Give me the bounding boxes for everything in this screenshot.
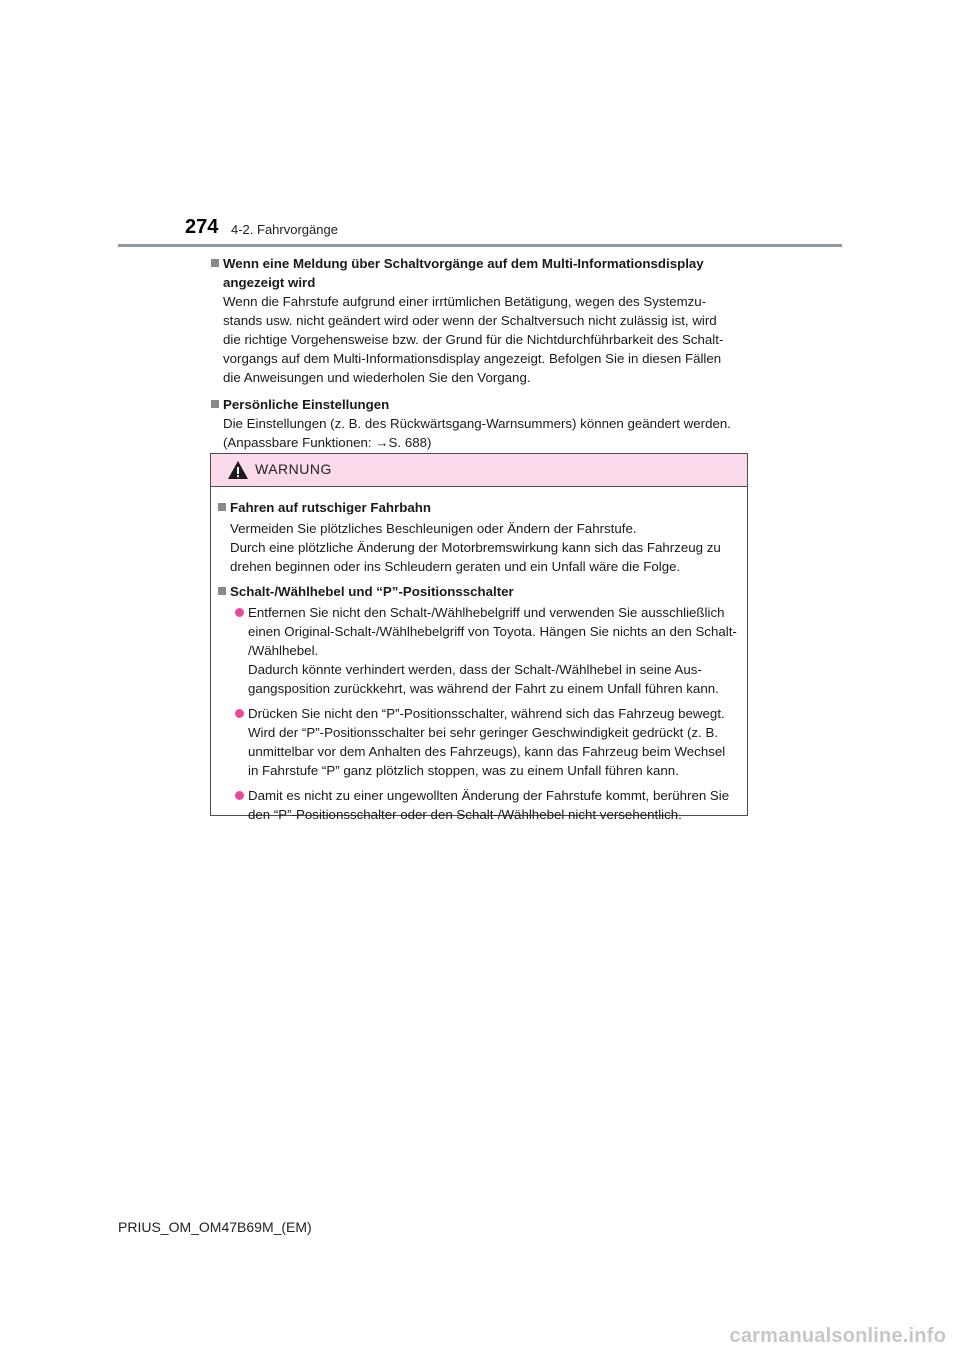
block-heading: Persönliche Einstellungen <box>211 395 749 414</box>
warning-section-heading: Schalt-/Wählhebel und “P”-Positionsschalter <box>218 582 741 601</box>
square-bullet-icon <box>211 259 219 267</box>
warning-bullet: Entfernen Sie nicht den Schalt-/Wählhebelgriff und verwenden Sie ausschließlich einen Original-Schalt-/Wählhebelgriff von Toyota. Hängen Sie nichts an den Schalt- /Wählhebel. Dadurch könnte verhindert werden, dass der Schalt-/Wählhebel in seine Aus- gangsposition zurückkehrt, was während der Fahrt zu einem Unfall führen kann. <box>218 603 741 698</box>
bullet-dot-icon <box>235 608 244 617</box>
warning-triangle-icon <box>227 460 249 480</box>
section-title: 4-2. Fahrvorgänge <box>231 222 338 237</box>
bullet-dot-icon <box>235 791 244 800</box>
page-number: 274 <box>185 216 219 238</box>
warning-section-heading: Fahren auf rutschiger Fahrbahn <box>218 498 741 517</box>
square-bullet-icon <box>218 587 226 595</box>
warning-section-text: Vermeiden Sie plötzliches Beschleunigen oder Ändern der Fahrstufe. Durch eine plötzliche Änderung der Motorbremswirkung kann sich das Fahrzeug zu drehen beginnen oder ins Schleudern geraten und ein Unfall wäre die Folge. <box>230 521 721 574</box>
info-block-personal-settings <box>211 395 749 452</box>
square-bullet-icon <box>218 503 226 511</box>
main-content <box>211 254 749 460</box>
bullet-dot-icon <box>235 709 244 718</box>
info-block-shift-message <box>211 254 749 387</box>
document-code: PRIUS_OM_OM47B69M_(EM) <box>118 1219 312 1235</box>
square-bullet-icon <box>211 400 219 408</box>
warning-box <box>210 453 748 822</box>
watermark[interactable]: carmanualsonline.info <box>729 1325 946 1347</box>
page-reference-link[interactable]: (Anpassbare Funktionen: →S. 688) <box>223 435 432 450</box>
warning-bullet: Damit es nicht zu einer ungewollten Änderung der Fahrstufe kommt, berühren Sie den “P”-Positionsschalter oder den Schalt-/Wählhebel nicht versehentlich. <box>218 786 741 824</box>
block-text: Wenn die Fahrstufe aufgrund einer irrtümlichen Betätigung, wegen des Systemzu- stands usw. nicht geändert wird oder wenn der Schaltversuch nicht zulässig ist, wird die richtige Vorgehensweise bzw. der Grund für die Nichtdurchführbarkeit des Schalt- vorgangs auf dem Multi-Informationsdisplay angezeigt. Befolgen Sie in diesen Fällen die Anweisungen und wiederholen Sie den Vorgang. <box>223 294 724 385</box>
block-heading: Wenn eine Meldung über Schaltvorgänge auf dem Multi-Informationsdisplay angezeigt wird <box>211 254 749 292</box>
warning-label: WARNUNG <box>255 461 332 477</box>
block-text: Die Einstellungen (z. B. des Rückwärtsgang-Warnsummers) können geändert werden. (Anpassbare Funktionen: →S. 688) <box>211 414 749 452</box>
header-rule <box>118 244 842 247</box>
warning-header <box>211 454 747 487</box>
warning-body <box>211 487 747 824</box>
warning-bullet: Drücken Sie nicht den “P”-Positionsschalter, während sich das Fahrzeug bewegt. Wird der “P”-Positionsschalter bei sehr geringer Geschwindigkeit gedrückt (z. B. unmittelbar vor dem Anhalten des Fahrzeugs), kann das Fahrzeug beim Wechsel in Fahrstufe “P” ganz plötzlich stoppen, was zu einem Unfall führen kann. <box>218 704 741 780</box>
